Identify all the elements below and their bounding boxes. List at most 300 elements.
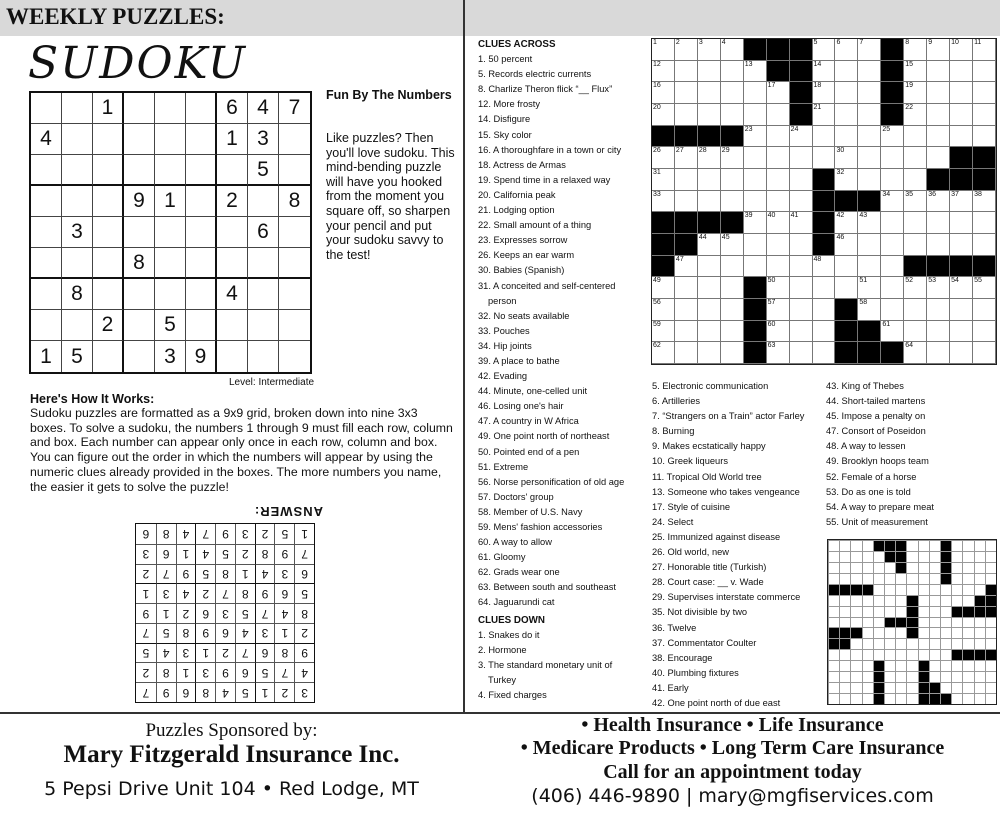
solution-cell: [940, 649, 951, 660]
crossword-cell: [675, 321, 698, 343]
solution-cell: [962, 595, 973, 606]
crossword-cell: [698, 321, 721, 343]
crossword-cell-number: 37: [951, 190, 959, 198]
clue-item: Turkey: [488, 674, 517, 685]
crossword-cell: [698, 61, 721, 83]
solution-cell: [929, 638, 940, 649]
how-it-works-body: Sudoku puzzles are formatted as a 9x9 grid, broken down into nine 3x3 boxes. To solve a sudoku, the numbers 1 through 9 must fill each row, column and box. Each number can appear only once in each row, column and box. You can figure out the order in which the numbers will appear by using the numeric clues already provided in the boxes. The more numbers you name, the easier it gets to solve the puzzle!: [30, 406, 453, 494]
solution-cell: [895, 540, 906, 551]
crossword-cell: [698, 126, 721, 148]
solution-cell: [884, 584, 895, 595]
crossword-cell: [950, 39, 973, 61]
sudoku-cell: 6: [248, 217, 279, 248]
sudoku-cell: 4: [217, 279, 248, 310]
solution-cell: [828, 671, 839, 682]
crossword-cell-number: 49: [653, 277, 661, 285]
crossword-cell: [744, 299, 767, 321]
clue-item: 47. Consort of Poseidon: [826, 426, 926, 437]
solution-cell: [929, 671, 940, 682]
sudoku-cell: 5: [248, 155, 279, 186]
clues-across-list: [478, 52, 648, 610]
answer-cell: 1: [176, 544, 196, 564]
crossword-cell-number: 50: [767, 277, 776, 285]
clue-item: 2. Hormone: [478, 644, 527, 655]
clue-item: 23. Expresses sorrow: [478, 235, 568, 246]
solution-cell: [974, 693, 985, 704]
answer-cell: 4: [176, 524, 196, 544]
sudoku-cell: 2: [217, 186, 248, 217]
crossword-cell: [721, 256, 744, 278]
solution-cell: [862, 562, 873, 573]
crossword-cell: [973, 256, 996, 278]
crossword-cell: [835, 82, 858, 104]
solution-cell: [918, 617, 929, 628]
answer-grid: [135, 523, 315, 703]
crossword-cell: [950, 256, 973, 278]
crossword-cell: [744, 277, 767, 299]
clue-item: 52. Female of a horse: [826, 471, 917, 482]
clues-across-title: CLUES ACROSS: [478, 39, 556, 50]
crossword-cell: [767, 342, 790, 364]
crossword-cell: [744, 212, 767, 234]
answer-cell: 5: [235, 682, 255, 702]
crossword-cell: [767, 299, 790, 321]
crossword-cell: [790, 256, 813, 278]
solution-cell: [940, 595, 951, 606]
clue-item: 44. Short-tailed martens: [826, 396, 926, 407]
crossword-cell-number: 58: [859, 298, 868, 306]
clue-item: 56. Norse personification of old age: [478, 476, 625, 487]
solution-cell: [862, 551, 873, 562]
solution-cell: [951, 562, 962, 573]
answer-cell: 6: [195, 603, 215, 623]
crossword-cell: [813, 299, 836, 321]
solution-cell: [940, 562, 951, 573]
solution-cell: [906, 693, 917, 704]
solution-cell: [951, 573, 962, 584]
sponsor-name: Mary Fitzgerald Insurance Inc.: [63, 741, 400, 768]
crossword-cell: [813, 39, 836, 61]
solution-cell: [962, 540, 973, 551]
crossword-cell: [652, 234, 675, 256]
solution-cell: [895, 638, 906, 649]
crossword-cell: [927, 256, 950, 278]
clue-item: 43. King of Thebes: [826, 381, 904, 391]
sudoku-grid: [29, 91, 312, 374]
crossword-cell: [858, 169, 881, 191]
answer-cell: 8: [255, 544, 275, 564]
crossword-cell: [927, 321, 950, 343]
crossword-cell: [835, 212, 858, 234]
solution-cell: [929, 540, 940, 551]
sudoku-cell: [279, 155, 310, 186]
crossword-cell: [813, 126, 836, 148]
solution-cell: [974, 649, 985, 660]
crossword-cell-number: 46: [836, 233, 845, 241]
crossword-cell-number: 40: [767, 212, 776, 220]
solution-cell: [839, 573, 850, 584]
crossword-cell: [721, 277, 744, 299]
solution-cell: [918, 627, 929, 638]
clue-item: 13. Someone who takes vengeance: [652, 486, 800, 497]
solution-cell: [862, 540, 873, 551]
crossword-cell: [675, 61, 698, 83]
crossword-cell-number: 42: [836, 212, 845, 220]
solution-cell: [974, 627, 985, 638]
crossword-cell: [835, 299, 858, 321]
crossword-cell: [790, 321, 813, 343]
crossword-cell: [721, 126, 744, 148]
solution-cell: [974, 551, 985, 562]
solution-cell: [929, 606, 940, 617]
crossword-cell: [698, 82, 721, 104]
sudoku-cell: [186, 124, 217, 155]
answer-cell: 6: [235, 662, 255, 682]
solution-cell: [873, 638, 884, 649]
solution-cell: [918, 562, 929, 573]
crossword-cell: [744, 342, 767, 364]
clue-item: 34. Hip joints: [478, 340, 532, 351]
crossword-cell: [652, 342, 675, 364]
solution-cell: [985, 584, 996, 595]
sudoku-cell: [155, 155, 186, 186]
solution-cell: [962, 617, 973, 628]
solution-cell: [862, 649, 873, 660]
crossword-cell: [813, 169, 836, 191]
sudoku-cell: [279, 310, 310, 341]
crossword-cell: [973, 342, 996, 364]
solution-cell: [940, 627, 951, 638]
solution-cell: [951, 584, 962, 595]
clue-item: 35. Not divisible by two: [652, 607, 748, 618]
answer-cell: 1: [176, 662, 196, 682]
crossword-cell: [675, 169, 698, 191]
sudoku-cell: 8: [124, 248, 155, 279]
sudoku-cell: [217, 248, 248, 279]
crossword-cell-number: 36: [928, 190, 936, 198]
sudoku-cell: [186, 155, 217, 186]
solution-cell: [985, 682, 996, 693]
solution-cell: [884, 606, 895, 617]
crossword-cell: [881, 82, 904, 104]
solution-cell: [850, 617, 861, 628]
solution-cell: [862, 573, 873, 584]
clue-item: 37. Commentator Coulter: [652, 637, 757, 648]
answer-cell: 7: [274, 662, 294, 682]
solution-cell: [895, 617, 906, 628]
clue-item: 17. Style of cuisine: [652, 501, 731, 512]
answer-cell: 8: [156, 524, 176, 544]
crossword-cell-number: 28: [698, 147, 707, 155]
sudoku-cell: [93, 155, 124, 186]
clue-item: 12. More frosty: [478, 99, 541, 110]
answer-cell: 8: [156, 662, 176, 682]
answer-cell: 1: [136, 583, 156, 603]
answer-cell: 6: [176, 682, 196, 702]
crossword-cell: [950, 61, 973, 83]
clue-item: 54. A way to prepare meat: [826, 501, 935, 512]
solution-cell: [884, 649, 895, 660]
crossword-cell: [652, 126, 675, 148]
crossword-cell: [767, 39, 790, 61]
crossword-cell: [904, 82, 927, 104]
crossword-cell: [835, 169, 858, 191]
solution-cell: [985, 693, 996, 704]
answer-cell: 1: [274, 623, 294, 643]
crossword-cell: [652, 256, 675, 278]
solution-cell: [929, 649, 940, 660]
clue-item: 6. Artilleries: [652, 396, 701, 407]
solution-cell: [985, 660, 996, 671]
sudoku-cell: 9: [124, 186, 155, 217]
solution-cell: [828, 540, 839, 551]
solution-cell: [884, 627, 895, 638]
solution-cell: [951, 551, 962, 562]
answer-cell: 3: [136, 544, 156, 564]
crossword-cell: [698, 147, 721, 169]
clue-item: 5. Records electric currents: [478, 69, 592, 80]
solution-cell: [884, 671, 895, 682]
answer-cell: 4: [195, 544, 215, 564]
solution-cell: [918, 671, 929, 682]
solution-cell: [850, 638, 861, 649]
crossword-cell: [858, 342, 881, 364]
crossword-cell-number: 1: [653, 39, 657, 46]
sudoku-cell: 5: [155, 310, 186, 341]
solution-cell: [951, 638, 962, 649]
crossword-cell-number: 34: [882, 190, 891, 198]
answer-cell: 2: [274, 682, 294, 702]
solution-cell: [940, 660, 951, 671]
clues-down-list-1: [478, 628, 648, 703]
solution-cell: [940, 682, 951, 693]
crossword-cell-number: 52: [905, 277, 914, 285]
crossword-cell: [744, 82, 767, 104]
solution-cell: [873, 627, 884, 638]
crossword-cell: [675, 256, 698, 278]
crossword-cell: [950, 82, 973, 104]
answer-cell: 6: [274, 583, 294, 603]
crossword-cell: [904, 147, 927, 169]
clue-item: 26. Old world, new: [652, 547, 729, 558]
crossword-cell: [767, 212, 790, 234]
answer-cell: 8: [235, 583, 255, 603]
crossword-cell: [698, 212, 721, 234]
solution-cell: [974, 584, 985, 595]
solution-cell: [929, 660, 940, 671]
solution-cell: [940, 540, 951, 551]
crossword-cell: [790, 212, 813, 234]
crossword-cell: [767, 126, 790, 148]
crossword-cell: [973, 299, 996, 321]
answer-cell: 9: [176, 564, 196, 584]
solution-cell: [873, 584, 884, 595]
crossword-cell: [790, 104, 813, 126]
solution-cell: [929, 693, 940, 704]
crossword-cell: [881, 256, 904, 278]
answer-cell: 2: [195, 583, 215, 603]
crossword-cell-number: 26: [653, 147, 661, 155]
crossword-cell: [813, 256, 836, 278]
clue-item: 3. The standard monetary unit of: [478, 659, 613, 670]
solution-cell: [873, 551, 884, 562]
solution-cell: [884, 617, 895, 628]
crossword-cell: [858, 39, 881, 61]
solution-cell: [962, 606, 973, 617]
sudoku-cell: [93, 124, 124, 155]
sudoku-cell: [124, 279, 155, 310]
solution-cell: [895, 573, 906, 584]
solution-cell: [828, 562, 839, 573]
answer-cell: 9: [294, 643, 314, 663]
solution-cell: [974, 540, 985, 551]
sudoku-cell: [186, 93, 217, 124]
crossword-cell: [813, 212, 836, 234]
answer-cell: 7: [215, 583, 235, 603]
crossword-cell: [813, 147, 836, 169]
clue-item: 29. Supervises interstate commerce: [652, 592, 801, 603]
crossword-cell: [858, 256, 881, 278]
answer-cell: 9: [195, 623, 215, 643]
crossword-cell: [767, 61, 790, 83]
sudoku-cell: 1: [93, 93, 124, 124]
solution-cell: [940, 617, 951, 628]
crossword-cell-number: 3: [698, 39, 703, 46]
clue-item: 30. Babies (Spanish): [478, 265, 565, 276]
clue-item: 1. Snakes do it: [478, 629, 540, 640]
column-divider: [463, 0, 465, 712]
crossword-cell-number: 5: [813, 39, 818, 46]
solution-cell: [974, 660, 985, 671]
crossword-cell: [950, 321, 973, 343]
clue-item: 44. Minute, one-celled unit: [478, 386, 588, 397]
crossword-cell: [744, 321, 767, 343]
crossword-cell: [675, 147, 698, 169]
crossword-cell-number: 35: [905, 190, 914, 198]
answer-cell: 8: [294, 603, 314, 623]
crossword-cell: [790, 39, 813, 61]
solution-cell: [951, 682, 962, 693]
crossword-cell: [927, 104, 950, 126]
solution-cell: [850, 573, 861, 584]
solution-cell: [929, 627, 940, 638]
solution-cell: [906, 682, 917, 693]
crossword-cell-number: 57: [767, 298, 776, 306]
answer-cell: 4: [156, 643, 176, 663]
answer-cell: 8: [176, 623, 196, 643]
clue-item: 32. No seats available: [478, 310, 570, 321]
clue-item: 47. A country in W Africa: [478, 416, 579, 427]
sudoku-cell: [155, 93, 186, 124]
sudoku-cell: 2: [93, 310, 124, 341]
sudoku-cell: [248, 186, 279, 217]
solution-cell: [962, 638, 973, 649]
clue-item: 18. Actress de Armas: [478, 159, 566, 170]
crossword-cell: [652, 104, 675, 126]
solution-cell: [985, 606, 996, 617]
crossword-cell: [652, 169, 675, 191]
crossword-cell-number: 23: [744, 125, 753, 133]
solution-cell: [940, 693, 951, 704]
crossword-cell: [767, 169, 790, 191]
crossword-cell: [881, 61, 904, 83]
solution-cell: [906, 660, 917, 671]
solution-cell: [974, 595, 985, 606]
crossword-cell: [744, 191, 767, 213]
crossword-cell: [904, 277, 927, 299]
answer-cell: 5: [294, 583, 314, 603]
solution-cell: [906, 551, 917, 562]
solution-cell: [985, 551, 996, 562]
sudoku-cell: [31, 248, 62, 279]
crossword-cell: [904, 169, 927, 191]
sudoku-cell: [62, 186, 93, 217]
solution-cell: [918, 693, 929, 704]
solution-cell: [862, 682, 873, 693]
solution-cell: [839, 638, 850, 649]
crossword-cell-number: 24: [790, 125, 799, 133]
sudoku-cell: 6: [217, 93, 248, 124]
crossword-cell-number: 59: [653, 320, 661, 328]
crossword-cell: [927, 299, 950, 321]
sudoku-cell: [279, 341, 310, 372]
crossword-cell: [698, 234, 721, 256]
sudoku-cell: 1: [155, 186, 186, 217]
sudoku-cell: [31, 310, 62, 341]
clue-item: 40. Plumbing fixtures: [652, 667, 739, 678]
crossword-cell: [675, 191, 698, 213]
solution-cell: [985, 617, 996, 628]
answer-cell: 1: [195, 643, 215, 663]
crossword-cell: [973, 104, 996, 126]
sudoku-cell: [217, 155, 248, 186]
crossword-cell-number: 12: [653, 60, 661, 68]
crossword-cell: [790, 82, 813, 104]
solution-cell: [828, 584, 839, 595]
solution-cell: [828, 606, 839, 617]
crossword-cell-number: 25: [882, 125, 891, 133]
crossword-cell: [698, 256, 721, 278]
crossword-cell-number: 54: [951, 277, 959, 285]
crossword-cell: [698, 191, 721, 213]
crossword-cell-number: 21: [813, 103, 822, 111]
sudoku-cell: [217, 310, 248, 341]
solution-cell: [850, 693, 861, 704]
crossword-cell: [721, 191, 744, 213]
page-title: WEEKLY PUZZLES:: [6, 4, 225, 29]
crossword-cell-number: 27: [675, 147, 684, 155]
solution-cell: [918, 606, 929, 617]
solution-cell: [962, 573, 973, 584]
crossword-cell: [744, 61, 767, 83]
solution-cell: [884, 595, 895, 606]
crossword-cell-number: 53: [928, 277, 936, 285]
crossword-cell: [698, 169, 721, 191]
solution-cell: [873, 649, 884, 660]
clue-item: 27. Honorable title (Turkish): [652, 562, 767, 573]
sudoku-cell: [279, 217, 310, 248]
solution-cell: [974, 682, 985, 693]
crossword-cell: [721, 147, 744, 169]
crossword-cell: [721, 321, 744, 343]
crossword-cell-number: 30: [836, 147, 845, 155]
crossword-cell: [904, 299, 927, 321]
sudoku-cell: [31, 186, 62, 217]
clues-down-column-3: [826, 379, 996, 530]
clue-item: 51. Extreme: [478, 461, 529, 472]
solution-cell: [918, 682, 929, 693]
crossword-cell: [881, 191, 904, 213]
